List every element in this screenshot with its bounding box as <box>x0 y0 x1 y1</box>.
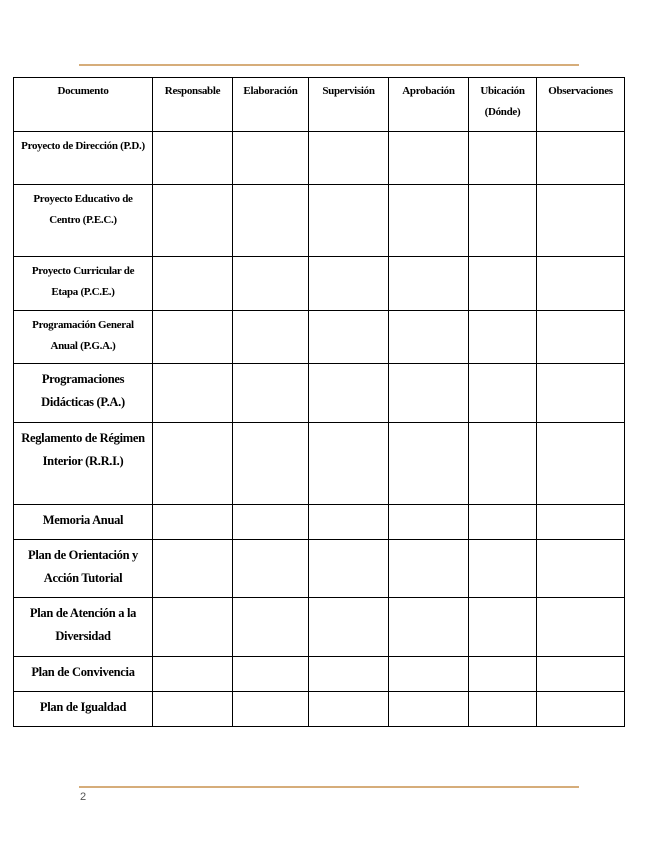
column-header-aprobacion: Aprobación <box>389 78 469 132</box>
column-header-documento: Documento <box>14 78 153 132</box>
row-label-proyecto-curricular: Proyecto Curricular de Etapa (P.C.E.) <box>14 257 153 311</box>
table-row <box>14 692 625 727</box>
table-row <box>14 423 625 505</box>
table-cell <box>389 505 469 540</box>
table-cell <box>469 185 537 257</box>
table-cell <box>469 692 537 727</box>
table-cell <box>233 311 309 364</box>
table-cell <box>389 185 469 257</box>
table-cell <box>233 657 309 692</box>
table-cell <box>389 598 469 657</box>
table-cell <box>233 692 309 727</box>
header-rule <box>79 64 579 66</box>
table-cell <box>537 185 625 257</box>
table-row <box>14 540 625 598</box>
row-label-programaciones-didacticas: Programaciones Didácticas (P.A.) <box>14 364 153 423</box>
table-cell <box>233 540 309 598</box>
row-label-plan-orientacion: Plan de Orientación y Acción Tutorial <box>14 540 153 598</box>
table-cell <box>153 311 233 364</box>
table-cell <box>233 505 309 540</box>
table-cell <box>309 364 389 423</box>
table-cell <box>309 132 389 185</box>
table-row <box>14 598 625 657</box>
table-cell <box>309 257 389 311</box>
table-cell <box>153 257 233 311</box>
table-cell <box>389 692 469 727</box>
table-cell <box>309 311 389 364</box>
table-cell <box>537 132 625 185</box>
table-cell <box>309 598 389 657</box>
table-cell <box>153 185 233 257</box>
table-cell <box>469 257 537 311</box>
row-label-plan-atencion: Plan de Atención a la Diversidad <box>14 598 153 657</box>
table-cell <box>469 132 537 185</box>
table-cell <box>469 423 537 505</box>
table-cell <box>153 132 233 185</box>
table-cell <box>469 657 537 692</box>
table-cell <box>233 364 309 423</box>
row-label-reglamento: Reglamento de Régimen Interior (R.R.I.) <box>14 423 153 505</box>
table-cell <box>537 598 625 657</box>
table-cell <box>537 364 625 423</box>
column-header-ubicacion: Ubicación (Dónde) <box>469 78 537 132</box>
row-label-proyecto-educativo: Proyecto Educativo de Centro (P.E.C.) <box>14 185 153 257</box>
column-header-supervision: Supervisión <box>309 78 389 132</box>
table-cell <box>153 598 233 657</box>
table-cell <box>389 364 469 423</box>
table-cell <box>309 657 389 692</box>
table-cell <box>309 692 389 727</box>
table-row <box>14 185 625 257</box>
row-label-memoria-anual: Memoria Anual <box>14 505 153 540</box>
table-cell <box>537 311 625 364</box>
document-table <box>13 77 625 727</box>
table-row <box>14 257 625 311</box>
table-row <box>14 132 625 185</box>
table-cell <box>153 540 233 598</box>
table-cell <box>233 185 309 257</box>
table-cell <box>153 692 233 727</box>
row-label-plan-igualdad: Plan de Igualdad <box>14 692 153 727</box>
table-cell <box>153 423 233 505</box>
header-row <box>14 78 625 132</box>
table-cell <box>309 540 389 598</box>
table-cell <box>309 185 389 257</box>
table-cell <box>537 505 625 540</box>
table-cell <box>537 692 625 727</box>
table-cell <box>389 257 469 311</box>
table-cell <box>537 257 625 311</box>
table-cell <box>309 423 389 505</box>
table-cell <box>389 657 469 692</box>
table-cell <box>389 423 469 505</box>
table-cell <box>233 423 309 505</box>
table-cell <box>389 540 469 598</box>
table-cell <box>469 364 537 423</box>
column-header-observaciones: Observaciones <box>537 78 625 132</box>
footer-rule <box>79 786 579 788</box>
table-cell <box>309 505 389 540</box>
table-cell <box>469 505 537 540</box>
column-header-responsable: Responsable <box>153 78 233 132</box>
table-row <box>14 505 625 540</box>
table-cell <box>537 540 625 598</box>
row-label-programacion-general: Programación General Anual (P.G.A.) <box>14 311 153 364</box>
table-cell <box>233 598 309 657</box>
row-label-proyecto-direccion: Proyecto de Dirección (P.D.) <box>14 132 153 185</box>
table-row <box>14 311 625 364</box>
table-cell <box>153 657 233 692</box>
table-row <box>14 657 625 692</box>
table-cell <box>469 311 537 364</box>
table-cell <box>469 598 537 657</box>
table-cell <box>233 132 309 185</box>
table-cell <box>469 540 537 598</box>
table-cell <box>389 132 469 185</box>
table-cell <box>153 505 233 540</box>
page-number: 2 <box>80 791 87 803</box>
row-label-plan-convivencia: Plan de Convivencia <box>14 657 153 692</box>
table-cell <box>537 423 625 505</box>
table-cell <box>389 311 469 364</box>
column-header-elaboracion: Elaboración <box>233 78 309 132</box>
table-cell <box>537 657 625 692</box>
table-row <box>14 364 625 423</box>
table-cell <box>153 364 233 423</box>
table-cell <box>233 257 309 311</box>
